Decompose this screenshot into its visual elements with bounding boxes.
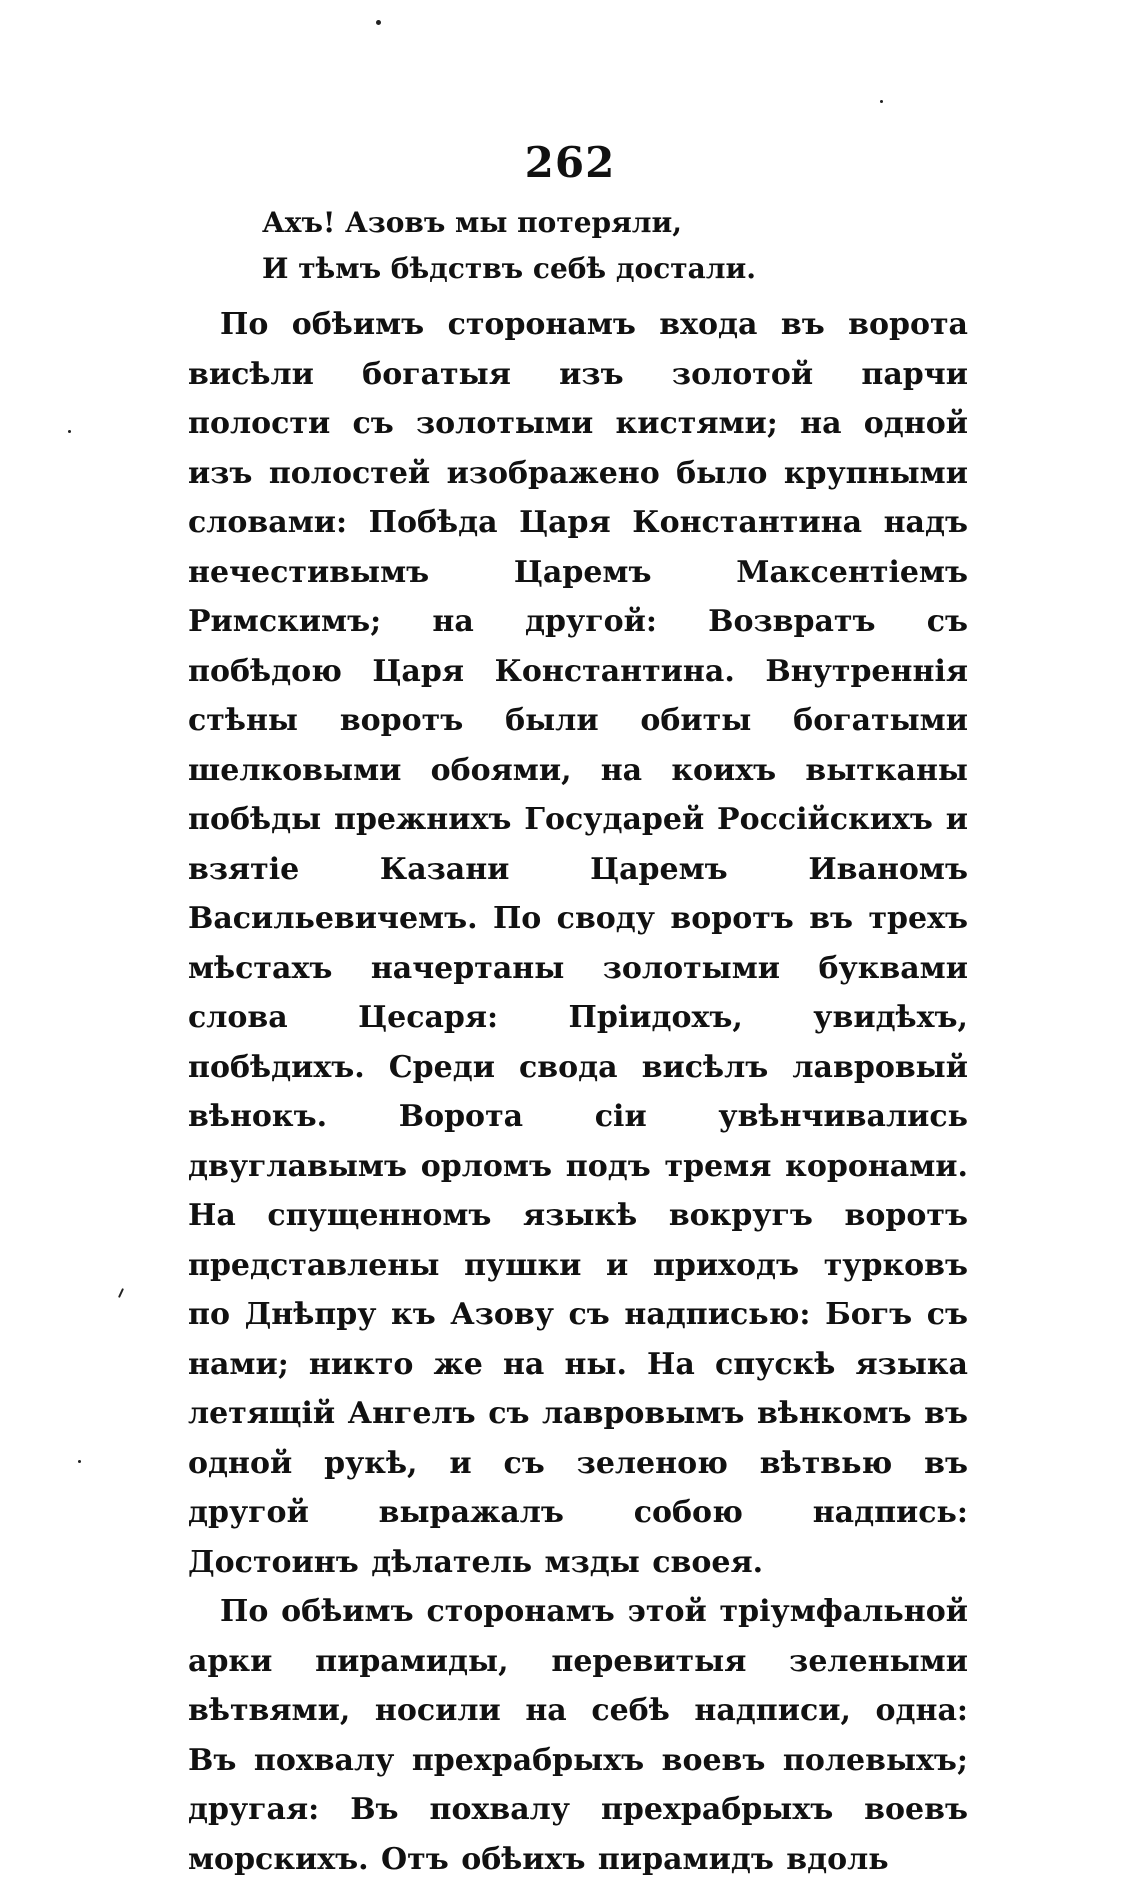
paragraph-1: По обѣимъ сторонамъ входа въ ворота висѣли богатыя изъ золотой парчи полости съ золотыми кистями; на одной изъ полостей изображено было крупными словами: Побѣда Царя Константина надъ нечестивымъ Царемъ Максентіемъ Римскимъ; на другой: Возвратъ съ побѣдою Царя Константина. Внутреннія стѣны воротъ были обиты богатыми шелковыми обоями, на коихъ вытканы побѣды прежнихъ Государей Россійскихъ и взятіе Казани Царемъ Иваномъ Васильевичемъ. По своду воротъ въ трехъ мѣстахъ начертаны золотыми буквами слова Цесаря: Пріидохъ, увидѣхъ, побѣдихъ. Среди свода висѣлъ лавровый вѣнокъ. Ворота сіи увѣнчивались двуглавымъ орломъ подъ тремя коронами. На спущенномъ языкѣ вокругъ воротъ представлены пушки и приходъ турковъ по Днѣпру къ Азову съ надписью: Богъ съ нами; никто же на ны. На спускѣ языка летящій Ангелъ съ лавровымъ вѣнкомъ въ одной рукѣ, и съ зеленою вѣтвью въ другой выражалъ собою надпись: Достоинъ дѣлатель мзды своея. (188, 307, 968, 1580)
body-text (188, 300, 968, 1884)
verse-line-2: И тѣмъ бѣдствъ себѣ достали. (262, 252, 757, 285)
ink-speck (118, 1288, 124, 1298)
ink-speck (880, 100, 883, 103)
paragraph-2: По обѣимъ сторонамъ этой тріумфальной арки пирамиды, перевитыя зелеными вѣтвями, носили на себѣ надписи, одна: Въ похвалу прехрабрыхъ воевъ полевыхъ; другая: Въ похвалу прехрабрыхъ воевъ морскихъ. Отъ обѣихъ пирамидъ вдоль (188, 1594, 968, 1877)
verse-block (262, 200, 962, 292)
ink-speck (376, 20, 381, 25)
ink-speck (68, 430, 71, 433)
verse-line-1: Ахъ! Азовъ мы потеряли, (262, 206, 683, 239)
ink-speck (78, 1460, 81, 1463)
page-number: 262 (524, 138, 616, 187)
